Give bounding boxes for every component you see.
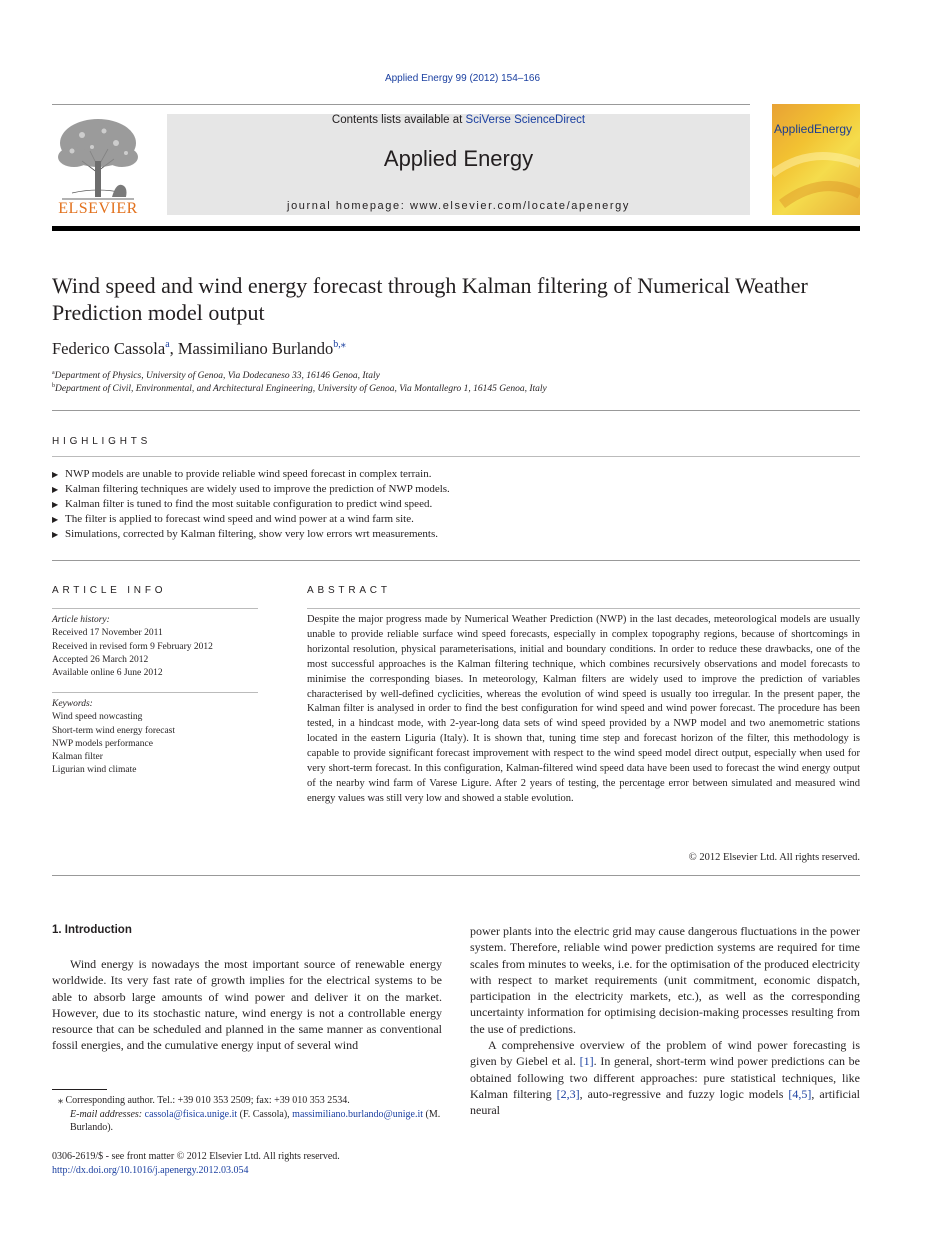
keyword: Short-term wind energy forecast	[52, 725, 176, 736]
history-line: Accepted 26 March 2012	[52, 654, 149, 665]
abstract-heading: ABSTRACT	[307, 585, 391, 596]
footnote-rule	[52, 1089, 107, 1090]
sciencedirect-link[interactable]: SciVerse ScienceDirect	[465, 114, 586, 126]
paragraph-text: , artificial neural	[470, 1086, 861, 1118]
cover-swirl-graphic	[772, 104, 860, 215]
cover-title: AppliedEnergy	[774, 122, 853, 136]
bullet-arrow-icon: ▶	[52, 500, 59, 509]
highlight-text: Simulations, corrected by Kalman filtering, show very low errors wrt measurements.	[65, 528, 438, 540]
reference-link[interactable]: [1]	[579, 1054, 594, 1069]
header-rule	[52, 104, 750, 105]
affiliation-a	[52, 370, 380, 381]
contents-line	[167, 114, 750, 126]
highlight-item	[52, 527, 860, 542]
section-heading: 1. Introduction	[52, 924, 132, 936]
highlights-list	[52, 467, 860, 542]
affiliation-marker: a	[52, 370, 55, 376]
bullet-arrow-icon: ▶	[52, 530, 59, 539]
history-line: Received 17 November 2011	[52, 628, 163, 639]
article-history	[52, 614, 213, 680]
history-label: Article history:	[52, 615, 110, 625]
divider	[307, 608, 860, 609]
highlight-item	[52, 482, 860, 497]
journal-title: Applied Energy	[383, 146, 534, 171]
header-thick-rule	[52, 226, 860, 231]
divider	[52, 456, 860, 457]
highlight-text: The filter is applied to forecast wind speed and wind power at a wind farm site.	[65, 513, 414, 525]
keyword: Wind speed nowcasting	[52, 712, 143, 723]
highlight-text: NWP models are unable to provide reliable wind speed forecast in complex terrain.	[65, 468, 432, 480]
email-owner: (F. Cassola),	[237, 1108, 293, 1120]
intro-left-column	[52, 956, 442, 1054]
affiliation-text: Department of Civil, Environmental, and Architectural Engineering, University of Genoa, Via Montallegro 1, 16145 Genoa, Italy	[55, 384, 547, 394]
contents-prefix: Contents lists available at	[331, 114, 466, 126]
author-separator: ,	[169, 339, 178, 358]
divider	[52, 608, 258, 609]
paragraph-text: , auto-regressive and fuzzy logic models	[579, 1086, 789, 1101]
paragraph: Wind energy is nowadays the most important source of renewable energy worldwide. Its very fast rate of growth implies for the electrical systems to be able to absorb large amounts of wind power and deliver it on the market. However, due to its stochastic nature, wind energy is not a controllable energy resource that can be scheduled and planned in the same manner as conventional fossil energies, and the cumulative energy input of several wind	[52, 957, 442, 1053]
author-name[interactable]: Federico Cassola	[52, 339, 166, 358]
elsevier-wordmark: ELSEVIER	[58, 200, 138, 217]
divider	[52, 410, 860, 411]
bullet-arrow-icon: ▶	[52, 515, 59, 524]
affiliation-marker: b	[52, 383, 55, 389]
journal-cover	[772, 104, 860, 215]
keyword: Ligurian wind climate	[52, 765, 137, 776]
journal-citation[interactable]: Applied Energy 99 (2012) 154–166	[384, 73, 541, 84]
highlight-text: Kalman filter is tuned to find the most suitable configuration to predict wind speed.	[65, 498, 433, 510]
email-owner: (M. Burlando).	[70, 1108, 441, 1134]
bullet-arrow-icon: ▶	[52, 470, 59, 479]
highlight-item	[52, 467, 860, 482]
reference-link[interactable]: [4,5]	[788, 1086, 812, 1101]
affiliation-marker: b,⁎	[333, 339, 346, 350]
paragraph-text: . In general, short-term wind power predictions can be obtained following two different approaches: pure statistical techniques, like Kalman filtering	[470, 1054, 861, 1101]
author-list	[52, 339, 346, 359]
affiliation-text: Department of Physics, University of Genoa, Via Dodecaneso 33, 16146 Genoa, Italy	[54, 371, 380, 381]
divider	[52, 692, 258, 693]
divider	[52, 875, 860, 876]
corresponding-line: ⁎ Corresponding author. Tel.: +39 010 353 2509; fax: +39 010 353 2534.	[58, 1095, 350, 1106]
doi-link[interactable]: http://dx.doi.org/10.1016/j.apenergy.2012.03.054	[52, 1164, 249, 1176]
email-line	[52, 1108, 442, 1135]
front-matter	[52, 1150, 340, 1177]
highlights-heading: HIGHLIGHTS	[52, 436, 152, 447]
divider	[52, 560, 860, 561]
highlight-item	[52, 497, 860, 512]
paragraph-text: A comprehensive overview of the problem of wind power forecasting is given by Giebel et al.	[470, 1038, 860, 1069]
email-label: E-mail addresses:	[70, 1108, 143, 1120]
intro-right-column	[470, 923, 860, 1119]
affiliation-marker: a	[165, 339, 170, 350]
issn-line: 0306-2619/$ - see front matter © 2012 Elsevier Ltd. All rights reserved.	[52, 1151, 340, 1162]
highlight-item	[52, 512, 860, 527]
keywords-label: Keywords:	[52, 699, 93, 709]
keyword: Kalman filter	[52, 752, 103, 763]
journal-homepage[interactable]: journal homepage: www.elsevier.com/locate/apenergy	[287, 200, 630, 212]
reference-link[interactable]: [2,3]	[556, 1086, 580, 1101]
abstract-text: Despite the major progress made by Numerical Weather Prediction (NWP) in the last decades, meteorological models are usually unable to provide reliable surface wind speed forecasts, especially in complex topography regions, because of shortcomings in horizontal resolution, physical parameterisations, initial and boundary conditions. In order to reduce these drawbacks, one of the most successful approaches is the Kalman filtering technique, which combines recursively observations and model forecasts to minimise the corresponding biases. In meteorology, Kalman filters are widely used to improve the prediction of variables characterised by well-defined cyclicities, whereas the evolution of wind speed is usually too irregular. In the present paper, the Kalman filter is analysed in order to find the best configuration for wind speed and wind power forecast. The procedure has been tested, in a hindcast mode, with 2-year-long data sets of wind speed provided by a NWP model and two anemometric stations located in the eastern Liguria (Italy). It is shown that, tuning time step and forecast horizon of the filter, this methodology is capable to provide significant forecast improvement with respect to the wind speed model direct output, especially when used for very short-term forecast. In this configuration, Kalman-filtered wind speed data have been used to forecast the wind energy output of the nearby wind farm of Varese Ligure. After 2 years of testing, the percentage error between simulated and measured wind energy values was still very low and showed a stable evolution.	[307, 614, 860, 804]
article-info-heading: ARTICLE INFO	[52, 585, 167, 596]
affiliation-b	[52, 383, 547, 394]
keywords	[52, 698, 175, 778]
author-name[interactable]: Massimiliano Burlando	[177, 339, 334, 358]
keyword: NWP models performance	[52, 738, 153, 749]
corresponding-author-footnote	[52, 1094, 442, 1135]
bullet-arrow-icon: ▶	[52, 485, 59, 494]
article-title: Wind speed and wind energy forecast through Kalman filtering of Numerical Weather Prediction model output	[52, 273, 808, 325]
highlight-text: Kalman filtering techniques are widely used to improve the prediction of NWP models.	[65, 483, 450, 495]
history-line: Received in revised form 9 February 2012	[52, 641, 213, 652]
paragraph	[470, 1037, 860, 1118]
email-link[interactable]: cassola@fisica.unige.it	[144, 1108, 238, 1120]
paragraph: power plants into the electric grid may cause dangerous fluctuations in the power system. Therefore, reliable wind power prediction systems are required for time scales from minutes to weeks, i.e. for the optimisation of the produced electricity with respect to market requirements (unit commitment, economic dispatch, participation in the electricity markets, etc.), as well as the corresponding uncertainty information for optimising decision-making processes resulting from the use of predictions.	[470, 924, 860, 1036]
history-line: Available online 6 June 2012	[52, 668, 163, 679]
abstract-copyright: © 2012 Elsevier Ltd. All rights reserved.	[688, 852, 860, 863]
email-link[interactable]: massimiliano.burlando@unige.it	[292, 1108, 424, 1120]
